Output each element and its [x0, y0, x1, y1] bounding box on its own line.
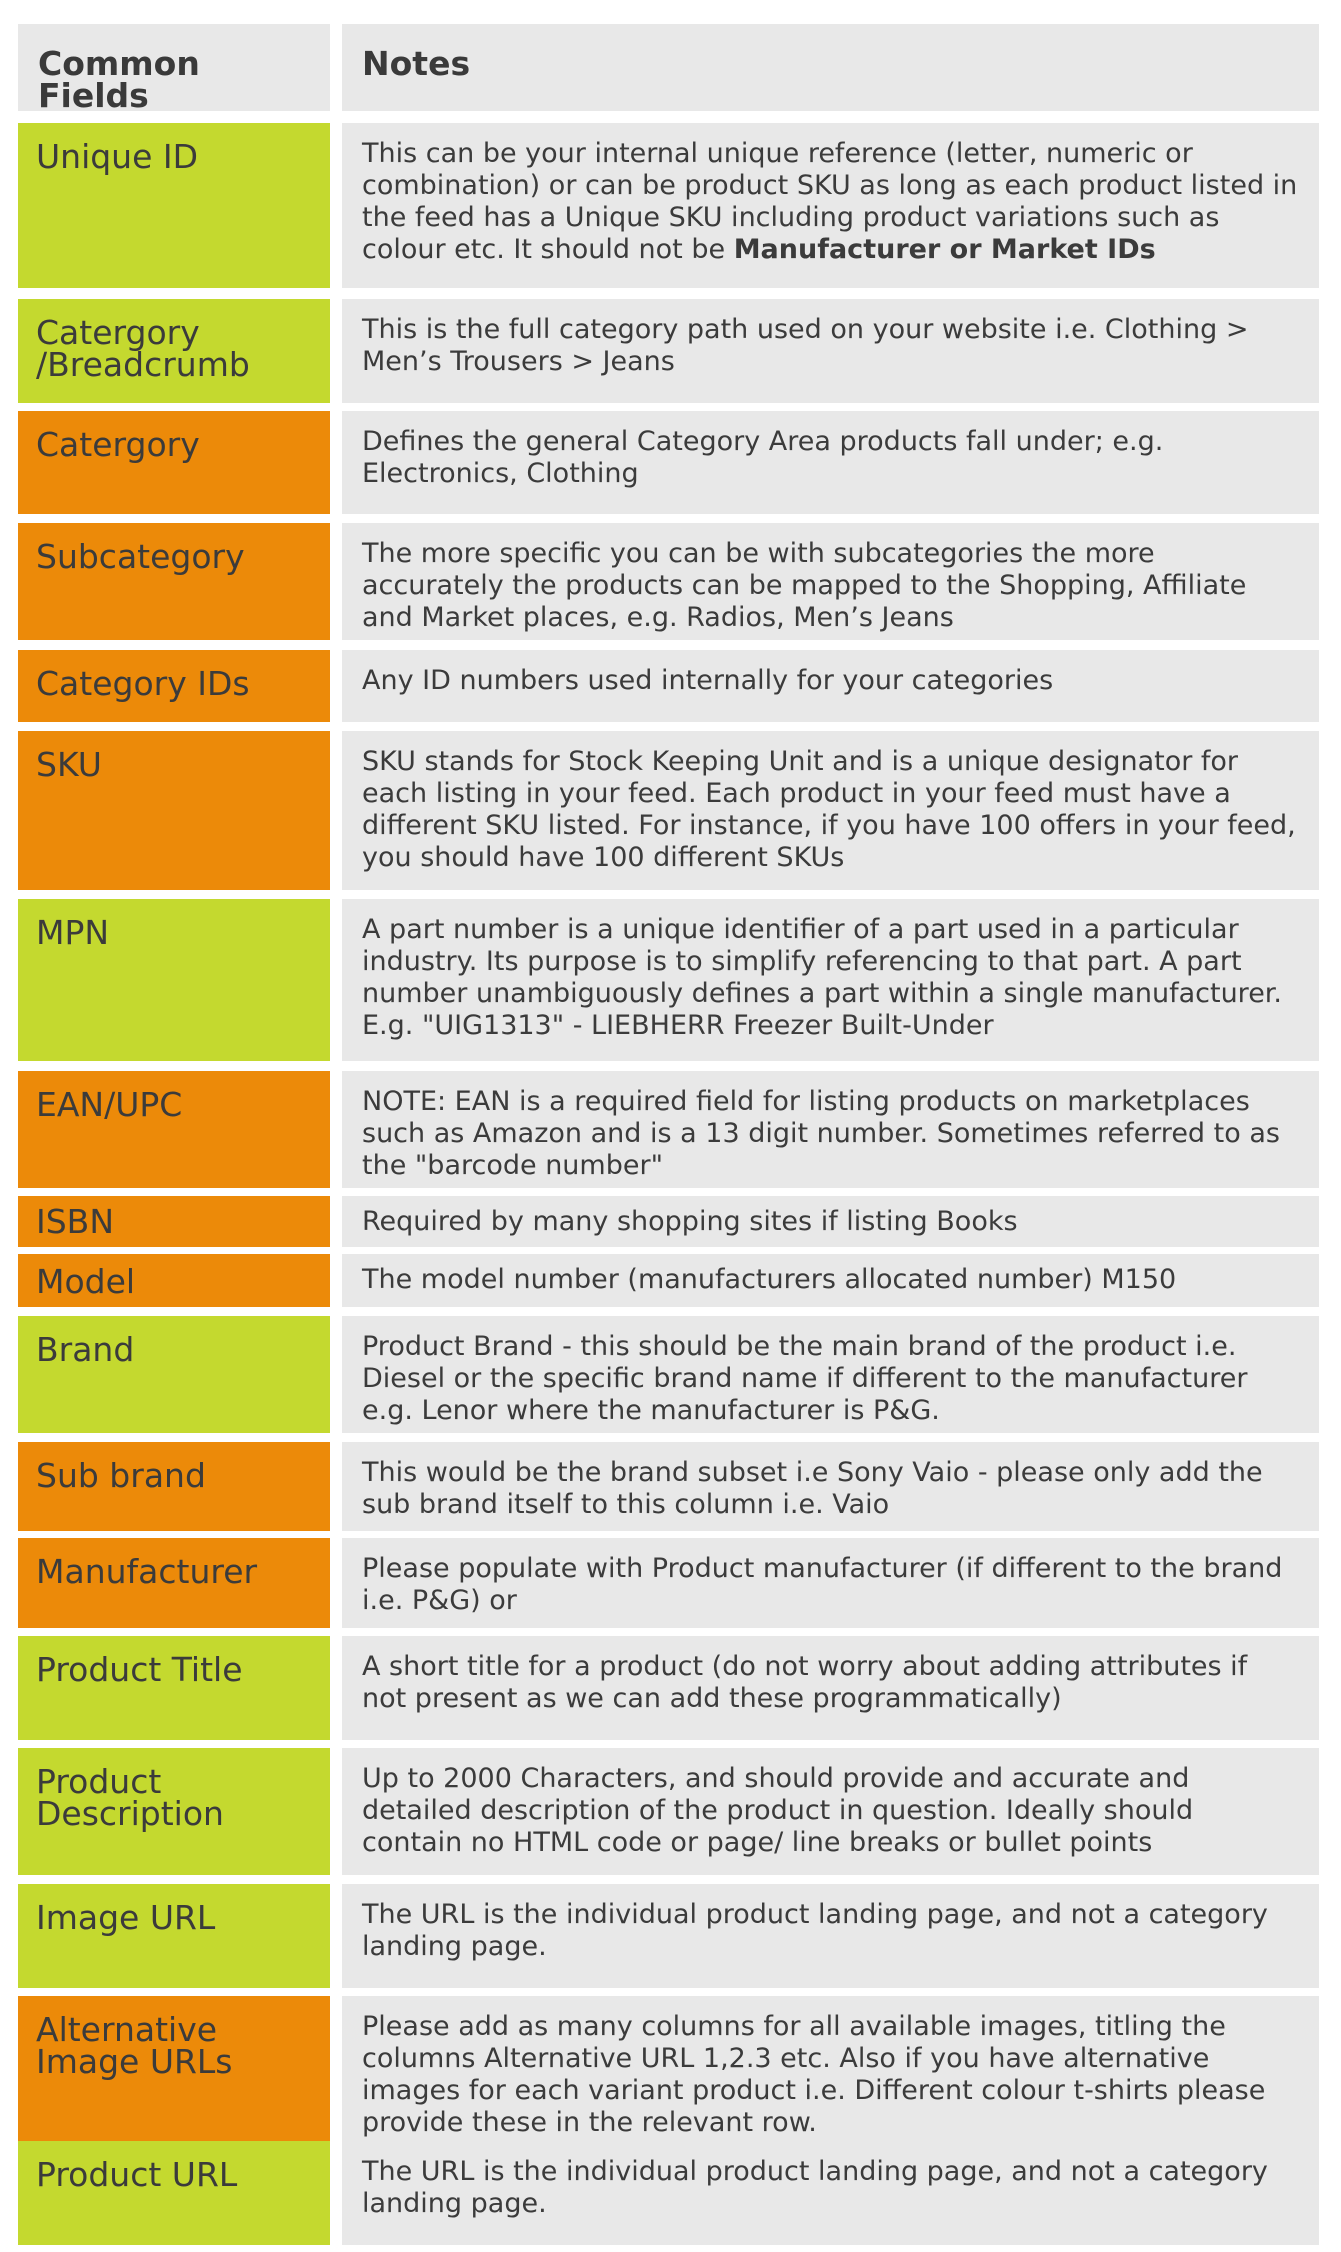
table-row — [18, 123, 1319, 288]
table-row — [18, 899, 1319, 1061]
field-note: The more specific you can be with subcategories the more accurately the products can be mapped to the Shopping, Affiliate and Market places, e.g. Radios, Men’s Jeans — [342, 523, 1319, 640]
table-row — [18, 1316, 1319, 1433]
table-row — [18, 1636, 1319, 1740]
table-row — [18, 1538, 1319, 1628]
table-row — [18, 1071, 1319, 1188]
field-name: Unique ID — [18, 123, 330, 288]
field-name: EAN/UPC — [18, 1071, 330, 1188]
field-name: Subcategory — [18, 523, 330, 640]
field-note: A part number is a unique identifier of a part used in a particular industry. Its purpose is to simplify referencing to that part. A part number unambiguously defines a part within a single manufacturer. E.g. "UIG1313" - LIEBHERR Freezer Built-Under — [342, 899, 1319, 1061]
field-name: Catergory /Breadcrumb — [18, 299, 330, 403]
field-note: NOTE: EAN is a required field for listing products on marketplaces such as Amazon and is a 13 digit number. Sometimes referred to as the "barcode number" — [342, 1071, 1319, 1188]
field-note: Up to 2000 Characters, and should provide and accurate and detailed description of the product in question. Ideally should contain no HTML code or page/ line breaks or bullet points — [342, 1748, 1319, 1875]
table-row — [18, 2141, 1319, 2245]
field-note: Any ID numbers used internally for your categories — [342, 650, 1319, 722]
field-name: Product URL — [18, 2141, 330, 2245]
field-note: The model number (manufacturers allocated number) M150 — [342, 1254, 1319, 1307]
field-name: Manufacturer — [18, 1538, 330, 1628]
field-name: Product Description — [18, 1748, 330, 1875]
field-name: Catergory — [18, 411, 330, 514]
field-name: Image URL — [18, 1884, 330, 1988]
field-name: Sub brand — [18, 1442, 330, 1531]
table-row — [18, 1996, 1319, 2143]
notes-header: Notes — [342, 24, 1319, 111]
field-note: Defines the general Category Area products fall under; e.g. Electronics, Clothing — [342, 411, 1319, 514]
table-row — [18, 299, 1319, 403]
note-bold-text: Manufacturer or Market IDs — [733, 234, 1156, 265]
table-row — [18, 1884, 1319, 1988]
field-name: Product Title — [18, 1636, 330, 1740]
table-row — [18, 1254, 1319, 1307]
field-name: SKU — [18, 731, 330, 890]
field-note: Please add as many columns for all available images, titling the columns Alternative URL 1,2.3 etc. Also if you have alternative images for each variant product i.e. Different colour t-shirts please provide these in the relevant row. — [342, 1996, 1319, 2143]
field-note: The URL is the individual product landing page, and not a category landing page. — [342, 2141, 1319, 2245]
field-note: Product Brand - this should be the main brand of the product i.e. Diesel or the specific brand name if different to the manufacturer e.g. Lenor where the manufacturer is P&G. — [342, 1316, 1319, 1433]
field-name: Category IDs — [18, 650, 330, 722]
field-name: MPN — [18, 899, 330, 1061]
field-name: Brand — [18, 1316, 330, 1433]
field-note: The URL is the individual product landing page, and not a category landing page. — [342, 1884, 1319, 1988]
common-fields-header: Common Fields — [18, 24, 330, 111]
table-row — [18, 1442, 1319, 1531]
field-note: Required by many shopping sites if listing Books — [342, 1196, 1319, 1247]
field-note: A short title for a product (do not worry about adding attributes if not present as we can add these programmatically) — [342, 1636, 1319, 1740]
field-name: Model — [18, 1254, 330, 1307]
field-name: Alternative Image URLs — [18, 1996, 330, 2143]
table-row — [18, 650, 1319, 722]
field-note: Please populate with Product manufacturer (if different to the brand i.e. P&G) or — [342, 1538, 1319, 1628]
field-note: This is the full category path used on your website i.e. Clothing > Men’s Trousers > Jeans — [342, 299, 1319, 403]
table-row — [18, 1196, 1319, 1247]
table-row — [18, 523, 1319, 640]
table-row — [18, 411, 1319, 514]
field-name: ISBN — [18, 1196, 330, 1247]
table-row — [18, 731, 1319, 890]
field-note: This would be the brand subset i.e Sony Vaio - please only add the sub brand itself to this column i.e. Vaio — [342, 1442, 1319, 1531]
table-header-row — [18, 24, 1319, 115]
table-row — [18, 1748, 1319, 1875]
field-note: SKU stands for Stock Keeping Unit and is a unique designator for each listing in your feed. Each product in your feed must have a different SKU listed. For instance, if you have 100 offers in your feed, you should have 100 different SKUs — [342, 731, 1319, 890]
field-note: This can be your internal unique reference (letter, numeric or combination) or can be product SKU as long as each product listed in the feed has a Unique SKU including product variations such as colour etc. It should not be Manufacturer or Market IDs — [342, 123, 1319, 288]
